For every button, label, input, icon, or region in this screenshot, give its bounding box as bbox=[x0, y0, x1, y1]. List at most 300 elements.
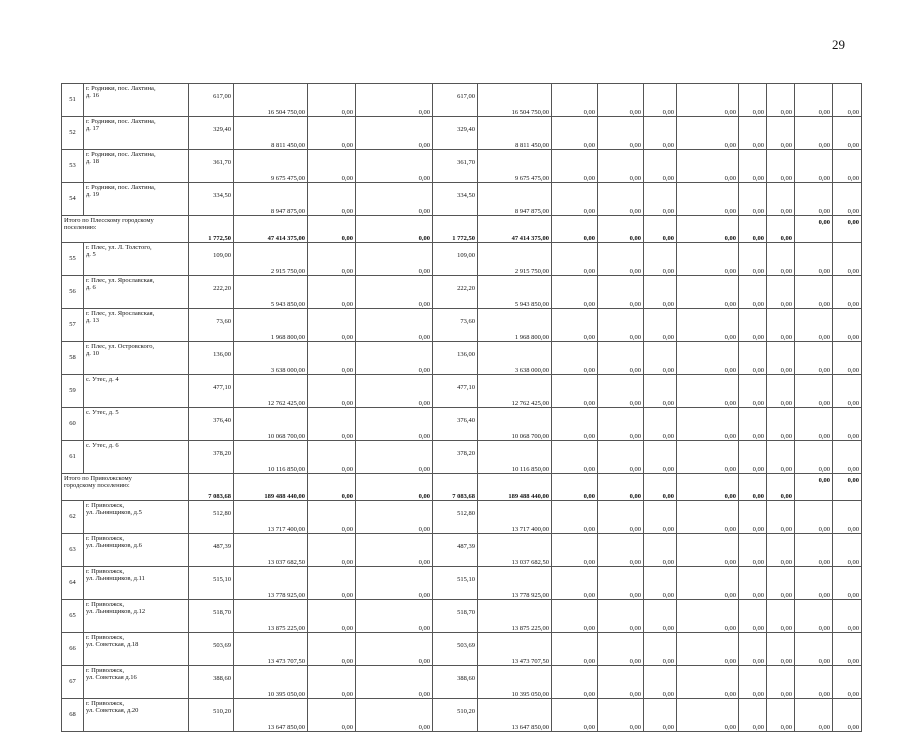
area-cell: 361,70 bbox=[433, 150, 478, 183]
text-line: д. 6 bbox=[86, 284, 96, 292]
value-cell: 0,00 bbox=[598, 276, 644, 309]
area-cell: 73,60 bbox=[433, 309, 478, 342]
value-cell: 0,00 bbox=[767, 342, 795, 375]
address-cell bbox=[84, 666, 189, 699]
value-cell: 0,00 bbox=[767, 408, 795, 441]
cost-cell: 13 875 225,00 bbox=[478, 600, 552, 633]
text-line: г. Приволжск, bbox=[86, 667, 125, 674]
value-cell: 0,00 bbox=[833, 84, 862, 117]
value-cell: 0,00 bbox=[308, 84, 356, 117]
value-cell: 0,00 bbox=[833, 441, 862, 474]
value-cell: 0,00 bbox=[795, 441, 833, 474]
text-line: Итого по Плесскому городскому bbox=[64, 217, 154, 224]
value-cell: 0,00 bbox=[644, 600, 677, 633]
value-cell: 0,00 bbox=[356, 375, 433, 408]
value-cell: 0,00 bbox=[552, 567, 598, 600]
table-row bbox=[62, 117, 862, 150]
text-line: ул. Льнянщиков, д.12 bbox=[86, 608, 146, 616]
cost-cell: 13 647 850,00 bbox=[478, 699, 552, 732]
area-cell: 73,60 bbox=[189, 309, 234, 342]
value-cell: 0,00 bbox=[739, 633, 767, 666]
value-cell: 0,00 bbox=[767, 501, 795, 534]
row-number: 58 bbox=[62, 342, 84, 375]
value-cell: 0,00 bbox=[767, 633, 795, 666]
area-cell: 1 772,50 bbox=[433, 216, 478, 243]
value-cell: 0,00 bbox=[308, 375, 356, 408]
value-cell: 0,00 bbox=[644, 117, 677, 150]
value-cell: 0,00 bbox=[833, 243, 862, 276]
value-cell: 0,00 bbox=[833, 375, 862, 408]
cost-cell: 2 915 750,00 bbox=[234, 243, 308, 276]
value-cell: 0,00 bbox=[598, 474, 644, 501]
value-cell: 0,00 bbox=[677, 309, 739, 342]
value-cell: 0,00 bbox=[795, 408, 833, 441]
value-cell: 0,00 bbox=[644, 699, 677, 732]
value-cell: 0,00 bbox=[739, 501, 767, 534]
value-cell: 0,00 bbox=[308, 309, 356, 342]
value-cell: 0,00 bbox=[677, 501, 739, 534]
text-line: поселению: bbox=[64, 224, 97, 232]
value-cell: 0,00 bbox=[833, 633, 862, 666]
value-cell: 0,00 bbox=[833, 150, 862, 183]
table-row bbox=[62, 243, 862, 276]
text-line: д. 18 bbox=[86, 158, 100, 166]
cost-cell: 13 647 850,00 bbox=[234, 699, 308, 732]
value-cell: 0,00 bbox=[356, 150, 433, 183]
value-cell: 0,00 bbox=[356, 501, 433, 534]
text-line: г. Приволжск, bbox=[86, 601, 125, 608]
value-cell: 0,00 bbox=[739, 150, 767, 183]
value-cell: 0,00 bbox=[552, 408, 598, 441]
value-cell: 0,00 bbox=[644, 150, 677, 183]
table-row bbox=[62, 408, 862, 441]
value-cell: 0,00 bbox=[356, 441, 433, 474]
value-cell: 0,00 bbox=[767, 84, 795, 117]
row-number: 52 bbox=[62, 117, 84, 150]
total-label bbox=[62, 474, 189, 501]
text-line: ул. Советская д.16 bbox=[86, 674, 137, 682]
value-cell: 0,00 bbox=[795, 276, 833, 309]
area-cell: 487,39 bbox=[189, 534, 234, 567]
text-line: г. Приволжск, bbox=[86, 700, 125, 707]
value-cell: 0,00 bbox=[677, 84, 739, 117]
value-cell: 0,00 bbox=[833, 276, 862, 309]
table-row bbox=[62, 375, 862, 408]
cost-cell: 13 778 925,00 bbox=[234, 567, 308, 600]
value-cell: 0,00 bbox=[833, 309, 862, 342]
value-cell: 0,00 bbox=[308, 666, 356, 699]
value-cell: 0,00 bbox=[308, 534, 356, 567]
address-cell bbox=[84, 501, 189, 534]
value-cell: 0,00 bbox=[739, 666, 767, 699]
value-cell: 0,00 bbox=[644, 441, 677, 474]
cost-cell: 13 037 682,50 bbox=[478, 534, 552, 567]
text-line: г. Плес, ул. Ярославская, bbox=[86, 277, 155, 284]
text-line: с. Утес, д. 5 bbox=[86, 409, 119, 416]
value-cell: 0,00 bbox=[308, 276, 356, 309]
text-line: ул. Советская, д.20 bbox=[86, 707, 139, 715]
value-cell: 0,00 bbox=[598, 309, 644, 342]
value-cell: 0,00 bbox=[598, 567, 644, 600]
text-line: д. 17 bbox=[86, 125, 100, 133]
value-cell: 0,00 bbox=[644, 216, 677, 243]
value-cell: 0,00 bbox=[795, 150, 833, 183]
text-line: г. Родники, пос. Лахтина, bbox=[86, 85, 156, 92]
value-cell: 0,00 bbox=[308, 342, 356, 375]
value-cell: 0,00 bbox=[356, 534, 433, 567]
area-cell: 617,00 bbox=[433, 84, 478, 117]
value-cell: 0,00 bbox=[739, 567, 767, 600]
value-cell: 0,00 bbox=[598, 441, 644, 474]
text-line: с. Утес, д. 4 bbox=[86, 376, 119, 383]
cost-cell: 1 968 800,00 bbox=[234, 309, 308, 342]
cost-cell: 13 717 400,00 bbox=[478, 501, 552, 534]
area-cell: 378,20 bbox=[189, 441, 234, 474]
value-cell: 0,00 bbox=[598, 600, 644, 633]
text-line: г. Плес, ул. Островского, bbox=[86, 343, 155, 350]
value-cell: 0,00 bbox=[644, 567, 677, 600]
value-cell: 0,00 bbox=[644, 633, 677, 666]
area-cell: 388,60 bbox=[189, 666, 234, 699]
value-cell: 0,00 bbox=[833, 216, 862, 243]
cost-cell: 16 504 750,00 bbox=[478, 84, 552, 117]
table-row bbox=[62, 150, 862, 183]
address-cell bbox=[84, 408, 189, 441]
area-cell: 329,40 bbox=[189, 117, 234, 150]
value-cell: 0,00 bbox=[677, 474, 739, 501]
text-line: д. 5 bbox=[86, 251, 96, 259]
value-cell: 0,00 bbox=[677, 342, 739, 375]
cost-cell: 12 762 425,00 bbox=[478, 375, 552, 408]
value-cell: 0,00 bbox=[767, 243, 795, 276]
value-cell: 0,00 bbox=[552, 600, 598, 633]
value-cell: 0,00 bbox=[739, 474, 767, 501]
value-cell: 0,00 bbox=[767, 375, 795, 408]
value-cell: 0,00 bbox=[552, 534, 598, 567]
row-number: 67 bbox=[62, 666, 84, 699]
cost-cell: 10 068 700,00 bbox=[478, 408, 552, 441]
area-cell: 7 083,68 bbox=[433, 474, 478, 501]
value-cell: 0,00 bbox=[644, 342, 677, 375]
address-cell bbox=[84, 567, 189, 600]
total-label bbox=[62, 216, 189, 243]
value-cell: 0,00 bbox=[598, 117, 644, 150]
value-cell: 0,00 bbox=[677, 117, 739, 150]
value-cell: 0,00 bbox=[739, 699, 767, 732]
total-row bbox=[62, 216, 862, 243]
value-cell: 0,00 bbox=[767, 699, 795, 732]
address-cell bbox=[84, 699, 189, 732]
value-cell: 0,00 bbox=[598, 666, 644, 699]
value-cell: 0,00 bbox=[552, 150, 598, 183]
area-cell: 109,00 bbox=[433, 243, 478, 276]
value-cell: 0,00 bbox=[356, 408, 433, 441]
row-number: 64 bbox=[62, 567, 84, 600]
value-cell: 0,00 bbox=[795, 243, 833, 276]
value-cell: 0,00 bbox=[739, 600, 767, 633]
value-cell: 0,00 bbox=[552, 441, 598, 474]
value-cell: 0,00 bbox=[767, 600, 795, 633]
value-cell: 0,00 bbox=[739, 309, 767, 342]
area-cell: 503,69 bbox=[433, 633, 478, 666]
value-cell: 0,00 bbox=[598, 699, 644, 732]
row-number: 55 bbox=[62, 243, 84, 276]
area-cell: 109,00 bbox=[189, 243, 234, 276]
value-cell: 0,00 bbox=[552, 216, 598, 243]
value-cell: 0,00 bbox=[833, 534, 862, 567]
table-row bbox=[62, 276, 862, 309]
value-cell: 0,00 bbox=[308, 150, 356, 183]
area-cell: 222,20 bbox=[189, 276, 234, 309]
cost-cell: 2 915 750,00 bbox=[478, 243, 552, 276]
table-row bbox=[62, 567, 862, 600]
cost-cell: 13 037 682,50 bbox=[234, 534, 308, 567]
area-cell: 136,00 bbox=[433, 342, 478, 375]
value-cell: 0,00 bbox=[308, 633, 356, 666]
cost-cell: 13 778 925,00 bbox=[478, 567, 552, 600]
value-cell: 0,00 bbox=[677, 183, 739, 216]
table-row bbox=[62, 534, 862, 567]
value-cell: 0,00 bbox=[767, 183, 795, 216]
cost-cell: 10 395 050,00 bbox=[478, 666, 552, 699]
value-cell: 0,00 bbox=[552, 276, 598, 309]
text-line: ул. Советская, д.18 bbox=[86, 641, 139, 649]
value-cell: 0,00 bbox=[739, 408, 767, 441]
value-cell: 0,00 bbox=[356, 243, 433, 276]
value-cell: 0,00 bbox=[795, 183, 833, 216]
text-line: г. Родники, пос. Лахтина, bbox=[86, 118, 156, 125]
value-cell: 0,00 bbox=[767, 216, 795, 243]
value-cell: 0,00 bbox=[767, 117, 795, 150]
value-cell: 0,00 bbox=[795, 309, 833, 342]
address-cell bbox=[84, 375, 189, 408]
row-number: 60 bbox=[62, 408, 84, 441]
table-row bbox=[62, 600, 862, 633]
address-cell bbox=[84, 534, 189, 567]
value-cell: 0,00 bbox=[833, 474, 862, 501]
value-cell: 0,00 bbox=[795, 699, 833, 732]
address-cell bbox=[84, 150, 189, 183]
value-cell: 0,00 bbox=[677, 633, 739, 666]
text-line: д. 19 bbox=[86, 191, 100, 199]
address-cell bbox=[84, 84, 189, 117]
address-cell bbox=[84, 441, 189, 474]
address-cell bbox=[84, 342, 189, 375]
cost-cell: 9 675 475,00 bbox=[234, 150, 308, 183]
value-cell: 0,00 bbox=[677, 375, 739, 408]
value-cell: 0,00 bbox=[598, 375, 644, 408]
area-cell: 515,10 bbox=[189, 567, 234, 600]
value-cell: 0,00 bbox=[677, 408, 739, 441]
housing-table bbox=[61, 83, 862, 732]
area-cell: 334,50 bbox=[189, 183, 234, 216]
cost-cell: 13 473 707,50 bbox=[478, 633, 552, 666]
value-cell: 0,00 bbox=[598, 633, 644, 666]
value-cell: 0,00 bbox=[308, 474, 356, 501]
row-number: 56 bbox=[62, 276, 84, 309]
area-cell: 1 772,50 bbox=[189, 216, 234, 243]
value-cell: 0,00 bbox=[552, 666, 598, 699]
value-cell: 0,00 bbox=[644, 501, 677, 534]
value-cell: 0,00 bbox=[767, 441, 795, 474]
value-cell: 0,00 bbox=[598, 183, 644, 216]
value-cell: 0,00 bbox=[677, 699, 739, 732]
table-row bbox=[62, 666, 862, 699]
value-cell: 0,00 bbox=[308, 441, 356, 474]
text-line: д. 13 bbox=[86, 317, 100, 325]
value-cell: 0,00 bbox=[552, 243, 598, 276]
value-cell: 0,00 bbox=[833, 600, 862, 633]
value-cell: 0,00 bbox=[833, 666, 862, 699]
value-cell: 0,00 bbox=[677, 666, 739, 699]
value-cell: 0,00 bbox=[308, 117, 356, 150]
value-cell: 0,00 bbox=[356, 600, 433, 633]
cost-cell: 10 116 850,00 bbox=[478, 441, 552, 474]
value-cell: 0,00 bbox=[739, 276, 767, 309]
value-cell: 0,00 bbox=[795, 342, 833, 375]
value-cell: 0,00 bbox=[552, 699, 598, 732]
value-cell: 0,00 bbox=[795, 117, 833, 150]
value-cell: 0,00 bbox=[677, 276, 739, 309]
area-cell: 136,00 bbox=[189, 342, 234, 375]
value-cell: 0,00 bbox=[308, 567, 356, 600]
value-cell: 0,00 bbox=[552, 183, 598, 216]
row-number: 66 bbox=[62, 633, 84, 666]
text-line: г. Приволжск, bbox=[86, 568, 125, 575]
value-cell: 0,00 bbox=[795, 666, 833, 699]
value-cell: 0,00 bbox=[552, 84, 598, 117]
cost-cell: 3 638 000,00 bbox=[234, 342, 308, 375]
value-cell: 0,00 bbox=[739, 534, 767, 567]
value-cell: 0,00 bbox=[677, 441, 739, 474]
cost-cell: 12 762 425,00 bbox=[234, 375, 308, 408]
text-line: д. 10 bbox=[86, 350, 100, 358]
cost-cell: 189 488 440,00 bbox=[478, 474, 552, 501]
text-line: ул. Льнянщиков, д.5 bbox=[86, 509, 142, 517]
value-cell: 0,00 bbox=[677, 150, 739, 183]
cost-cell: 13 717 400,00 bbox=[234, 501, 308, 534]
address-cell bbox=[84, 633, 189, 666]
value-cell: 0,00 bbox=[598, 408, 644, 441]
value-cell: 0,00 bbox=[356, 309, 433, 342]
value-cell: 0,00 bbox=[356, 633, 433, 666]
value-cell: 0,00 bbox=[795, 633, 833, 666]
text-line: ул. Льнянщиков, д.11 bbox=[86, 575, 145, 583]
value-cell: 0,00 bbox=[644, 474, 677, 501]
area-cell: 7 083,68 bbox=[189, 474, 234, 501]
area-cell: 477,10 bbox=[189, 375, 234, 408]
area-cell: 510,20 bbox=[189, 699, 234, 732]
address-cell bbox=[84, 183, 189, 216]
value-cell: 0,00 bbox=[308, 243, 356, 276]
value-cell: 0,00 bbox=[677, 534, 739, 567]
text-line: г. Плес, ул. Л. Толстого, bbox=[86, 244, 152, 251]
value-cell: 0,00 bbox=[795, 84, 833, 117]
cost-cell: 9 675 475,00 bbox=[478, 150, 552, 183]
area-cell: 518,70 bbox=[189, 600, 234, 633]
value-cell: 0,00 bbox=[833, 183, 862, 216]
value-cell: 0,00 bbox=[552, 117, 598, 150]
value-cell: 0,00 bbox=[767, 474, 795, 501]
value-cell: 0,00 bbox=[767, 534, 795, 567]
value-cell: 0,00 bbox=[552, 474, 598, 501]
value-cell: 0,00 bbox=[598, 243, 644, 276]
value-cell: 0,00 bbox=[767, 150, 795, 183]
value-cell: 0,00 bbox=[767, 276, 795, 309]
value-cell: 0,00 bbox=[308, 183, 356, 216]
value-cell: 0,00 bbox=[795, 216, 833, 243]
value-cell: 0,00 bbox=[308, 216, 356, 243]
address-cell bbox=[84, 600, 189, 633]
text-line: Итого по Приволжскому bbox=[64, 475, 132, 482]
value-cell: 0,00 bbox=[644, 183, 677, 216]
value-cell: 0,00 bbox=[739, 216, 767, 243]
text-line: ул. Льнянщиков, д.6 bbox=[86, 542, 142, 550]
text-line: городскому поселению: bbox=[64, 482, 130, 490]
value-cell: 0,00 bbox=[356, 84, 433, 117]
cost-cell: 8 811 450,00 bbox=[234, 117, 308, 150]
value-cell: 0,00 bbox=[552, 633, 598, 666]
cost-cell: 10 068 700,00 bbox=[234, 408, 308, 441]
value-cell: 0,00 bbox=[767, 567, 795, 600]
cost-cell: 13 875 225,00 bbox=[234, 600, 308, 633]
value-cell: 0,00 bbox=[644, 309, 677, 342]
area-cell: 617,00 bbox=[189, 84, 234, 117]
value-cell: 0,00 bbox=[598, 534, 644, 567]
table-row bbox=[62, 309, 862, 342]
cost-cell: 1 968 800,00 bbox=[478, 309, 552, 342]
text-line: г. Приволжск, bbox=[86, 634, 125, 641]
value-cell: 0,00 bbox=[598, 150, 644, 183]
cost-cell: 8 947 875,00 bbox=[234, 183, 308, 216]
value-cell: 0,00 bbox=[795, 567, 833, 600]
area-cell: 503,69 bbox=[189, 633, 234, 666]
row-number: 51 bbox=[62, 84, 84, 117]
value-cell: 0,00 bbox=[644, 276, 677, 309]
cost-cell: 5 943 850,00 bbox=[234, 276, 308, 309]
row-number: 53 bbox=[62, 150, 84, 183]
table-body bbox=[62, 84, 862, 732]
area-cell: 512,80 bbox=[433, 501, 478, 534]
value-cell: 0,00 bbox=[356, 117, 433, 150]
value-cell: 0,00 bbox=[356, 567, 433, 600]
value-cell: 0,00 bbox=[552, 309, 598, 342]
area-cell: 518,70 bbox=[433, 600, 478, 633]
value-cell: 0,00 bbox=[739, 342, 767, 375]
text-line: г. Плес, ул. Ярославская, bbox=[86, 310, 155, 317]
value-cell: 0,00 bbox=[795, 501, 833, 534]
area-cell: 376,40 bbox=[433, 408, 478, 441]
value-cell: 0,00 bbox=[795, 375, 833, 408]
value-cell: 0,00 bbox=[795, 534, 833, 567]
table-row bbox=[62, 441, 862, 474]
table-row bbox=[62, 342, 862, 375]
value-cell: 0,00 bbox=[356, 216, 433, 243]
text-line: г. Родники, пос. Лахтина, bbox=[86, 184, 156, 191]
value-cell: 0,00 bbox=[308, 699, 356, 732]
row-number: 54 bbox=[62, 183, 84, 216]
address-cell bbox=[84, 276, 189, 309]
text-line: д. 16 bbox=[86, 92, 100, 100]
value-cell: 0,00 bbox=[795, 600, 833, 633]
row-number: 65 bbox=[62, 600, 84, 633]
value-cell: 0,00 bbox=[308, 600, 356, 633]
area-cell: 376,40 bbox=[189, 408, 234, 441]
value-cell: 0,00 bbox=[356, 666, 433, 699]
total-row bbox=[62, 474, 862, 501]
value-cell: 0,00 bbox=[356, 276, 433, 309]
area-cell: 329,40 bbox=[433, 117, 478, 150]
